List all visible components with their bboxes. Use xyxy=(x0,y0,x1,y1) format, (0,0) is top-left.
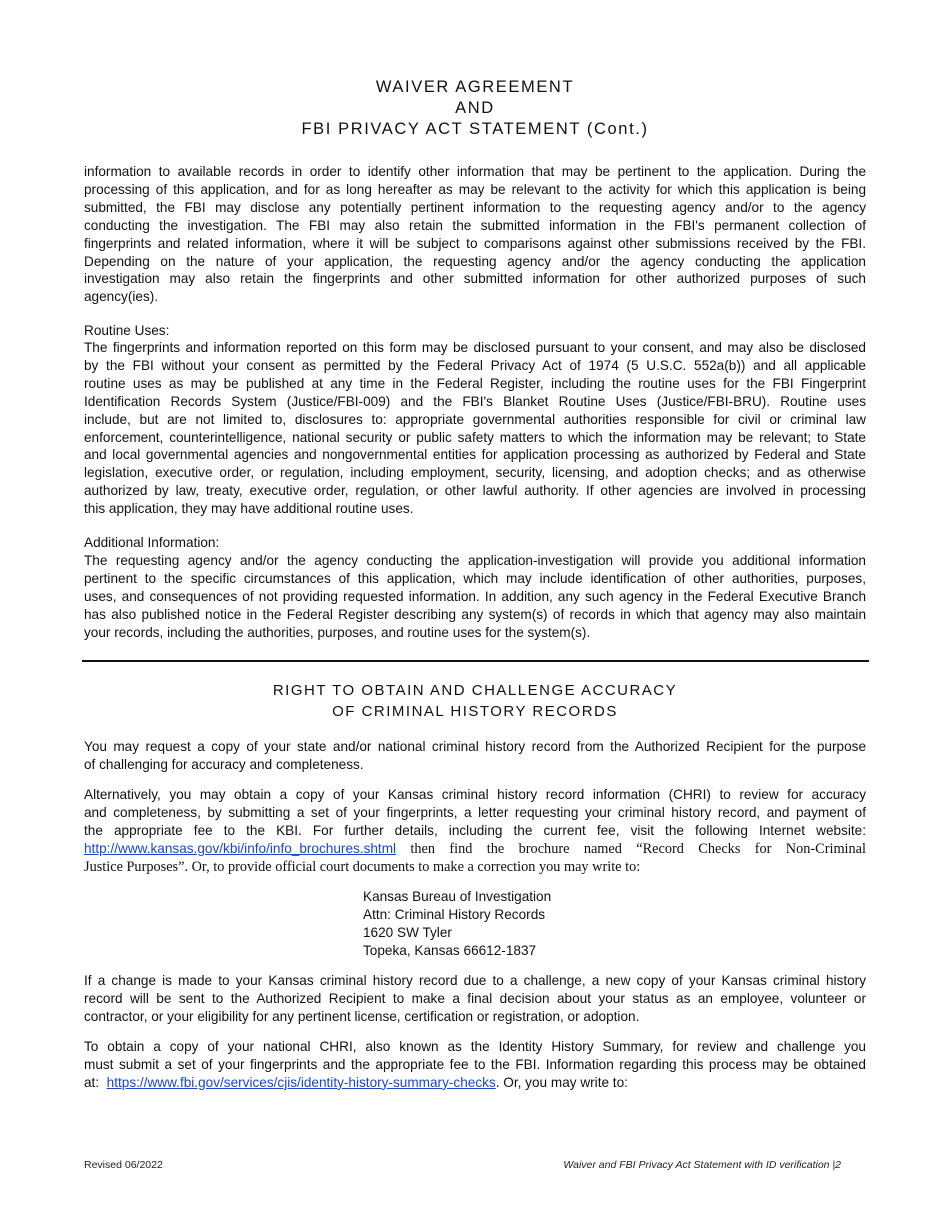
page-title xyxy=(0,77,950,140)
section-title xyxy=(0,680,950,722)
text-line: contractor, or your eligibility for any pertinent license, certification or registration, or adoption. xyxy=(84,1008,640,1024)
text-line: investigation may also retain the fingerprints and other submitted information for other authorized purposes of such xyxy=(84,271,866,287)
text-line: routine uses as may be published at any time in the Federal Register, including the routine uses for the FBI Fingerprint xyxy=(84,375,866,391)
text-line: pertinent to the specific circumstances of this application, which may include identification of other authorities, purposes, xyxy=(84,570,866,586)
text-line: The fingerprints and information reported on this form may be disclosed pursuant to your consent, and may also be disclosed xyxy=(84,340,866,355)
text-line: by the FBI without your consent as permitted by the Federal Privacy Act of 1974 (5 U.S.C. 552a(b)) and all applicable xyxy=(84,357,866,373)
text-line: authorized by law, treaty, executive order, regulation, or other lawful authority. If other agencies are involved in processing xyxy=(84,483,866,499)
address-line: 1620 SW Tyler xyxy=(363,925,452,940)
text-line: enforcement, counterintelligence, national security or public safety matters to which the information may be relevant; to State xyxy=(84,429,866,445)
text-line: You may request a copy of your state and/or national criminal history record from the Authorized Recipient for the purpose xyxy=(84,739,866,754)
text-line: uses, and consequences of not providing requested information. In addition, any such agency in the Federal Executive Branch xyxy=(84,588,866,604)
text-line: and completeness, by submitting a set of your fingerprints, a letter requesting your criminal history record, and payment of xyxy=(84,804,866,820)
text-segment: at: xyxy=(84,1074,107,1090)
text-line: this application, they may have additional routine uses. xyxy=(84,501,414,517)
right-paragraph-3 xyxy=(84,972,866,1026)
address-line: Kansas Bureau of Investigation xyxy=(363,889,552,904)
right-paragraph-1 xyxy=(84,738,866,774)
routine-uses-heading: Routine Uses: xyxy=(84,323,170,338)
text-line: the appropriate fee to the KBI. For further details, including the current fee, visit the following Internet website: xyxy=(84,822,866,838)
title-line: WAIVER AGREEMENT xyxy=(375,78,575,96)
text-line: Justice Purposes”. Or, to provide official court documents to make a correction you may write to: xyxy=(84,858,641,875)
text-line: fingerprints and related information, where it will be subject to comparisons against other submissions received by the FBI. xyxy=(84,235,866,251)
title-line: RIGHT TO OBTAIN AND CHALLENGE ACCURACY xyxy=(272,682,678,699)
text-line: and local governmental agencies and nongovernmental entities for application processing as authorized by Federal and State xyxy=(84,447,866,463)
address-line: Attn: Criminal History Records xyxy=(363,907,546,922)
text-line: submitted, the FBI may disclose any potentially pertinent information to the requesting agency and/or to the agency xyxy=(84,199,866,215)
text-line: If a change is made to your Kansas criminal history record due to a challenge, a new copy of your Kansas criminal history xyxy=(84,973,866,988)
text-line: Identification Records System (Justice/FBI-009) and the FBI's Blanket Routine Uses (Justice/FBI-BRU). Routine uses xyxy=(84,393,866,409)
title-line: FBI PRIVACY ACT STATEMENT (Cont.) xyxy=(301,120,649,138)
text-line: conducting the investigation. The FBI may also retain the submitted information in the FBI's permanent collection of xyxy=(84,217,866,233)
text-line: processing of this application, and for as long hereafter as may be relevant to the activity for which this application is being xyxy=(84,181,866,197)
routine-uses-paragraph xyxy=(84,339,866,518)
text-line: has also published notice in the Federal Register describing any system(s) of records in which that agency may also maintain xyxy=(84,606,866,622)
text-line: must submit a set of your fingerprints and the appropriate fee to the FBI. Information regarding this process may be obtained xyxy=(84,1056,866,1072)
text-line: Depending on the nature of your application, the requesting agency and/or the agency conducting the application xyxy=(84,253,866,269)
text-line: The requesting agency and/or the agency conducting the application-investigation will provide you additional information xyxy=(84,553,866,568)
text-line xyxy=(84,840,866,859)
title-line: AND xyxy=(455,99,495,117)
text-line: record will be sent to the Authorized Recipient to make a final decision about your status as an employee, volunteer or xyxy=(84,990,866,1006)
revision-date: Revised 06/2022 xyxy=(84,1159,163,1171)
footer-page-label: Waiver and FBI Privacy Act Statement with ID verification |2 xyxy=(563,1159,841,1171)
address-line: Topeka, Kansas 66612-1837 xyxy=(363,943,537,958)
text-segment: then find the brochure named “Record Checks for Non-Criminal xyxy=(396,840,866,857)
intro-paragraph xyxy=(84,163,866,306)
right-paragraph-4 xyxy=(84,1038,866,1092)
text-line xyxy=(84,1074,866,1092)
title-line: OF CRIMINAL HISTORY RECORDS xyxy=(332,703,618,720)
text-line: include, but are not limited to, disclosures to: appropriate governmental authorities responsible for civil or criminal law xyxy=(84,411,866,427)
text-line: legislation, executive order, or regulation, including employment, security, licensing, and adoption checks; and as otherwise xyxy=(84,465,866,481)
text-line: your records, including the authorities, purposes, and routine uses for the system(s). xyxy=(84,624,591,640)
additional-info-heading: Additional Information: xyxy=(84,535,220,550)
section-divider xyxy=(82,660,869,662)
kbi-brochures-link[interactable]: http://www.kansas.gov/kbi/info/info_brochures.shtml xyxy=(84,840,397,856)
mailing-address xyxy=(363,888,551,960)
text-segment: . Or, you may write to: xyxy=(495,1074,628,1090)
text-line: To obtain a copy of your national CHRI, also known as the Identity History Summary, for review and challenge you xyxy=(84,1039,866,1054)
text-line: of challenging for accuracy and completeness. xyxy=(84,756,364,772)
right-paragraph-2 xyxy=(84,786,866,877)
fbi-identity-history-link[interactable]: https://www.fbi.gov/services/cjis/identity-history-summary-checks xyxy=(106,1074,496,1090)
text-line: Alternatively, you may obtain a copy of your Kansas criminal history record information (CHRI) to review for accuracy xyxy=(84,787,866,802)
text-line: information to available records in order to identify other information that may be pertinent to the application. During the xyxy=(84,164,866,179)
additional-info-paragraph xyxy=(84,552,866,642)
text-line: agency(ies). xyxy=(84,289,159,305)
